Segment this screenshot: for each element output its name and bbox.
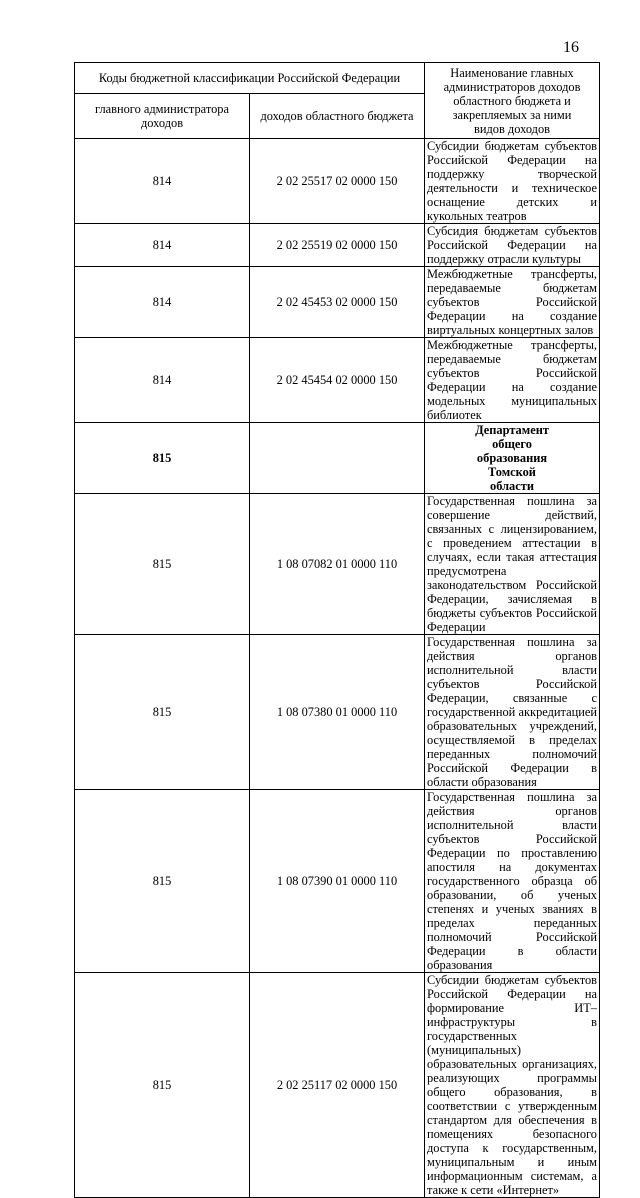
- income-name: Государственная пошлина за действия органов исполнительной власти субъектов Российской Федерации по проставлению апостиля на документах государственного образца об образовании, об ученых степенях и ученых званиях в пределах переданных полномочий Российской Федерации в области образования: [425, 790, 600, 973]
- income-name: Государственная пошлина за действия органов исполнительной власти субъектов Российской Федерации, связанные с государственной аккредитацией образовательных учреждений, осуществляемой в пределах переданных полномочий Российской Федерации в области образования: [425, 635, 600, 790]
- income-name: Государственная пошлина за совершение действий, связанных с лицензированием, с проведением аттестации в случаях, если такая аттестация предусмотрена законодательством Российской Федерации, зачисляемая в бюджеты субъектов Российской Федерации: [425, 494, 600, 635]
- table-row: [75, 338, 600, 423]
- income-code: 2 02 45454 02 0000 150: [250, 338, 425, 423]
- admin-code: 815: [75, 973, 250, 1198]
- admin-code: 814: [75, 338, 250, 423]
- admin-code: 815: [75, 423, 250, 494]
- admin-code: 815: [75, 790, 250, 973]
- table-row: [75, 224, 600, 267]
- income-name: Субсидия бюджетам субъектов Российской Федерации на поддержку отрасли культуры: [425, 224, 600, 267]
- table-row: [75, 790, 600, 973]
- admin-code: 814: [75, 267, 250, 338]
- income-name: Субсидии бюджетам субъектов Российской Федерации на формирование ИТ–инфраструктуры в государственных (муниципальных) образовательных организациях, реализующих программы общего образования, в соответствии с утвержденным стандартом для обеспечения в помещениях безопасного доступа к государственным, муниципальным и иным информационным системам, а также к сети «Интернет»: [425, 973, 600, 1198]
- table-row: [75, 635, 600, 790]
- table-row: [75, 494, 600, 635]
- income-code: 2 02 25117 02 0000 150: [250, 973, 425, 1198]
- admin-code: 815: [75, 494, 250, 635]
- income-name: Межбюджетные трансферты, передаваемые бюджетам субъектов Российской Федерации на создание виртуальных концертных залов: [425, 267, 600, 338]
- income-code: [250, 423, 425, 494]
- header-administrator-name: Наименование главных администраторов доходов областного бюджета и закрепляемых за ними видов доходов: [425, 63, 600, 139]
- income-code: 2 02 45453 02 0000 150: [250, 267, 425, 338]
- table-row: [75, 267, 600, 338]
- income-code: 2 02 25519 02 0000 150: [250, 224, 425, 267]
- income-name: Межбюджетные трансферты, передаваемые бюджетам субъектов Российской Федерации на создание модельных муниципальных библиотек: [425, 338, 600, 423]
- header-regional-income: доходов областного бюджета: [250, 94, 425, 139]
- header-budget-codes: Коды бюджетной классификации Российской Федерации: [75, 63, 425, 94]
- admin-code: 814: [75, 224, 250, 267]
- income-code: 1 08 07380 01 0000 110: [250, 635, 425, 790]
- department-row: [75, 423, 600, 494]
- admin-code: 815: [75, 635, 250, 790]
- income-code: 1 08 07082 01 0000 110: [250, 494, 425, 635]
- income-code: 1 08 07390 01 0000 110: [250, 790, 425, 973]
- department-name: Департамент общего образования Томской области: [425, 423, 600, 494]
- page-number: 16: [563, 39, 579, 56]
- admin-code: 814: [75, 139, 250, 224]
- income-name: Субсидии бюджетам субъектов Российской Федерации на поддержку творческой деятельности и техническое оснащение детских и кукольных театров: [425, 139, 600, 224]
- table-row: [75, 973, 600, 1198]
- header-main-administrator: главного администратора доходов: [75, 94, 250, 139]
- budget-classification-table: [74, 62, 600, 1198]
- table-row: [75, 139, 600, 224]
- table-header-row: [75, 63, 600, 94]
- income-code: 2 02 25517 02 0000 150: [250, 139, 425, 224]
